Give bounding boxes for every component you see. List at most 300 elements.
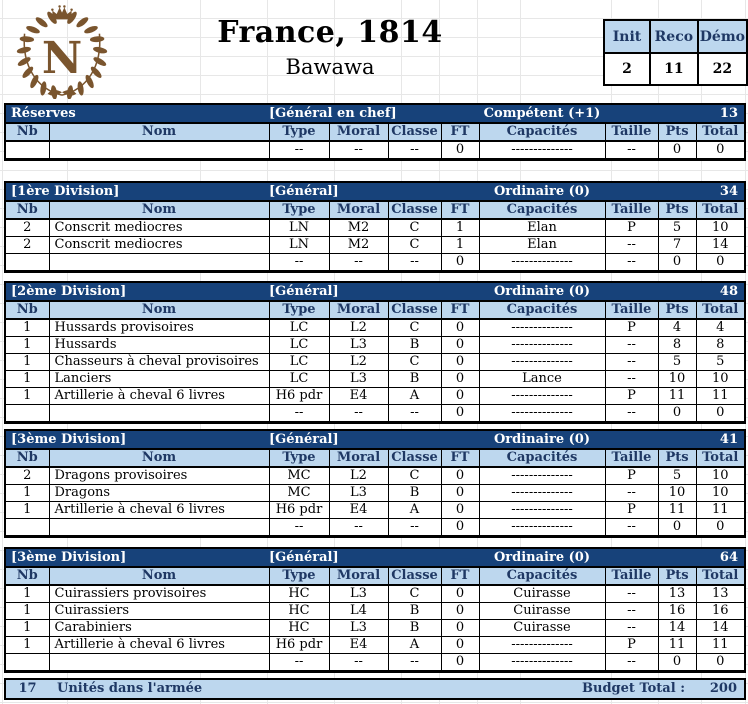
column-header-moral[interactable]: Moral: [329, 568, 388, 586]
napoleon-wreath-logo: [14, 3, 110, 99]
cell-ft[interactable]: 0: [441, 585, 479, 603]
cell-nb[interactable]: 1: [6, 585, 49, 603]
cell-type[interactable]: LN: [269, 219, 329, 237]
column-header-nb[interactable]: Nb: [6, 302, 49, 320]
cell-pts[interactable]: 13: [658, 585, 696, 603]
cell-total[interactable]: 16: [696, 603, 744, 620]
cell-capacites[interactable]: --------------: [479, 141, 605, 159]
column-header-classe[interactable]: Classe: [388, 202, 441, 220]
cell-moral[interactable]: --: [329, 405, 388, 422]
section-label: [3ème Division]: [11, 550, 127, 565]
column-header-classe[interactable]: Classe: [388, 124, 441, 142]
cell-classe[interactable]: B: [388, 337, 441, 354]
cell-pts[interactable]: 14: [658, 620, 696, 637]
cell-taille[interactable]: P: [605, 219, 658, 237]
section-header-bar[interactable]: [6, 549, 744, 567]
cell-pts[interactable]: 11: [658, 388, 696, 405]
cell-type[interactable]: LC: [269, 371, 329, 388]
cell-type[interactable]: LC: [269, 319, 329, 337]
section-label: [3ème Division]: [11, 432, 127, 447]
cell-total[interactable]: 11: [696, 637, 744, 654]
army-title[interactable]: France, 1814: [217, 15, 443, 50]
column-header-nb[interactable]: Nb: [6, 202, 49, 220]
cell-nb[interactable]: 1: [6, 620, 49, 637]
column-header-capacites[interactable]: Capacités: [479, 450, 605, 468]
cell-total[interactable]: 0: [696, 141, 744, 159]
cell-pts[interactable]: 0: [658, 654, 696, 671]
column-header-capacites[interactable]: Capacités: [479, 202, 605, 220]
cell-type[interactable]: --: [269, 519, 329, 536]
cell-type[interactable]: --: [269, 654, 329, 671]
cell-moral[interactable]: L3: [329, 337, 388, 354]
cell-ft[interactable]: 0: [441, 620, 479, 637]
cell-total[interactable]: 0: [696, 254, 744, 271]
column-header-moral[interactable]: Moral: [329, 202, 388, 220]
cell-ft[interactable]: 0: [441, 405, 479, 422]
cell-moral[interactable]: --: [329, 254, 388, 271]
cell-classe[interactable]: --: [388, 141, 441, 159]
unit-row: [6, 141, 744, 159]
cell-taille[interactable]: --: [605, 585, 658, 603]
unit-row: [6, 502, 744, 519]
cell-nb[interactable]: [6, 654, 49, 671]
cell-taille[interactable]: --: [605, 237, 658, 254]
army-summary-bar[interactable]: [4, 678, 746, 700]
cell-pts[interactable]: 11: [658, 502, 696, 519]
cell-capacites[interactable]: --------------: [479, 388, 605, 405]
cell-nom[interactable]: Artillerie à cheval 6 livres: [49, 502, 269, 519]
cell-pts[interactable]: 10: [658, 485, 696, 502]
cell-total[interactable]: 13: [696, 585, 744, 603]
cell-taille[interactable]: --: [605, 254, 658, 271]
cell-pts[interactable]: 16: [658, 603, 696, 620]
column-header-total[interactable]: Total: [696, 202, 744, 220]
cell-capacites[interactable]: --------------: [479, 254, 605, 271]
cell-nb[interactable]: 2: [6, 467, 49, 485]
cell-type[interactable]: HC: [269, 620, 329, 637]
column-header-classe[interactable]: Classe: [388, 568, 441, 586]
commander-label: [Général]: [269, 284, 339, 299]
unit-row: [6, 237, 744, 254]
cell-type[interactable]: H6 pdr: [269, 502, 329, 519]
cell-classe[interactable]: --: [388, 405, 441, 422]
cell-ft[interactable]: 0: [441, 388, 479, 405]
column-header-classe[interactable]: Classe: [388, 302, 441, 320]
column-header-total[interactable]: Total: [696, 124, 744, 142]
cell-nom[interactable]: Artillerie à cheval 6 livres: [49, 388, 269, 405]
cell-taille[interactable]: P: [605, 467, 658, 485]
column-header-ft[interactable]: FT: [441, 202, 479, 220]
commander-label: [Général en chef]: [269, 106, 397, 121]
column-header-taille[interactable]: Taille: [605, 302, 658, 320]
column-header-pts[interactable]: Pts: [658, 124, 696, 142]
cell-nb[interactable]: 1: [6, 319, 49, 337]
cell-classe[interactable]: --: [388, 519, 441, 536]
cell-taille[interactable]: --: [605, 603, 658, 620]
quality-label: Ordinaire (0): [493, 432, 590, 447]
cell-classe[interactable]: C: [388, 354, 441, 371]
commander-label: [Général]: [269, 550, 339, 565]
column-header-taille[interactable]: Taille: [605, 568, 658, 586]
cell-taille[interactable]: --: [605, 620, 658, 637]
stat-header-reco[interactable]: Reco: [650, 20, 698, 53]
column-header-moral[interactable]: Moral: [329, 124, 388, 142]
cell-moral[interactable]: --: [329, 141, 388, 159]
cell-classe[interactable]: C: [388, 219, 441, 237]
section-header-bar[interactable]: [6, 431, 744, 449]
column-header-nom[interactable]: Nom: [49, 450, 269, 468]
cell-total[interactable]: 14: [696, 620, 744, 637]
cell-capacites[interactable]: --------------: [479, 654, 605, 671]
cell-ft[interactable]: 1: [441, 237, 479, 254]
army-subtitle[interactable]: Bawawa: [285, 55, 375, 79]
cell-classe[interactable]: B: [388, 485, 441, 502]
cell-total[interactable]: 0: [696, 405, 744, 422]
stat-header-dmo[interactable]: Démo: [698, 20, 747, 53]
cell-capacites[interactable]: Cuirasse: [479, 620, 605, 637]
cell-total[interactable]: 10: [696, 371, 744, 388]
column-header-capacites[interactable]: Capacités: [479, 124, 605, 142]
cell-pts[interactable]: 7: [658, 237, 696, 254]
cell-taille[interactable]: P: [605, 637, 658, 654]
cell-pts[interactable]: 0: [658, 405, 696, 422]
budget-total-label: Budget Total :: [582, 681, 685, 696]
cell-total[interactable]: 8: [696, 337, 744, 354]
cell-ft[interactable]: 0: [441, 254, 479, 271]
column-header-row: [6, 568, 744, 586]
column-header-capacites[interactable]: Capacités: [479, 568, 605, 586]
cell-taille[interactable]: --: [605, 354, 658, 371]
column-header-moral[interactable]: Moral: [329, 450, 388, 468]
cell-capacites[interactable]: --------------: [479, 319, 605, 337]
unit-row: [6, 354, 744, 371]
cell-nom[interactable]: Chasseurs à cheval provisoires: [49, 354, 269, 371]
cell-capacites[interactable]: Lance: [479, 371, 605, 388]
cell-nb[interactable]: 1: [6, 371, 49, 388]
unit-row: [6, 388, 744, 405]
division-section: [4, 547, 746, 673]
quality-label: Ordinaire (0): [493, 284, 590, 299]
cell-pts[interactable]: 0: [658, 254, 696, 271]
cell-nb[interactable]: [6, 141, 49, 159]
gridline: [2, 0, 3, 704]
cell-nb[interactable]: 2: [6, 219, 49, 237]
cell-ft[interactable]: 0: [441, 519, 479, 536]
cell-capacites[interactable]: --------------: [479, 637, 605, 654]
column-header-taille[interactable]: Taille: [605, 202, 658, 220]
cell-nom[interactable]: Hussards provisoires: [49, 319, 269, 337]
cell-ft[interactable]: 0: [441, 141, 479, 159]
cell-nom[interactable]: [49, 141, 269, 159]
cell-moral[interactable]: L3: [329, 485, 388, 502]
unit-row: [6, 603, 744, 620]
cell-classe[interactable]: B: [388, 603, 441, 620]
cell-type[interactable]: LN: [269, 237, 329, 254]
cell-capacites[interactable]: --------------: [479, 337, 605, 354]
unit-row: [6, 219, 744, 237]
cell-classe[interactable]: C: [388, 319, 441, 337]
cell-ft[interactable]: 0: [441, 354, 479, 371]
cell-nb[interactable]: [6, 519, 49, 536]
column-header-nom[interactable]: Nom: [49, 124, 269, 142]
cell-nom[interactable]: Dragons provisoires: [49, 467, 269, 485]
roster-table: [6, 449, 744, 536]
unit-count-label: Unités dans l'armée: [57, 681, 203, 696]
cell-ft[interactable]: 0: [441, 371, 479, 388]
column-header-ft[interactable]: FT: [441, 124, 479, 142]
cell-capacites[interactable]: --------------: [479, 405, 605, 422]
cell-nom[interactable]: Conscrit mediocres: [49, 219, 269, 237]
cell-nb[interactable]: [6, 405, 49, 422]
cell-nom[interactable]: [49, 254, 269, 271]
section-total: 41: [719, 432, 738, 447]
column-header-ft[interactable]: FT: [441, 450, 479, 468]
cell-moral[interactable]: E4: [329, 388, 388, 405]
unit-row: [6, 654, 744, 671]
cell-ft[interactable]: 0: [441, 502, 479, 519]
cell-nom[interactable]: Carabiniers: [49, 620, 269, 637]
column-header-pts[interactable]: Pts: [658, 450, 696, 468]
cell-pts[interactable]: 0: [658, 519, 696, 536]
stat-header-init[interactable]: Init: [604, 20, 650, 53]
unit-row: [6, 467, 744, 485]
cell-classe[interactable]: B: [388, 620, 441, 637]
cell-nb[interactable]: 1: [6, 354, 49, 371]
cell-pts[interactable]: 5: [658, 354, 696, 371]
quality-label: Compétent (+1): [483, 106, 601, 121]
column-header-nom[interactable]: Nom: [49, 302, 269, 320]
cell-ft[interactable]: 0: [441, 654, 479, 671]
column-header-total[interactable]: Total: [696, 450, 744, 468]
cell-moral[interactable]: E4: [329, 502, 388, 519]
letter-N: N: [41, 33, 83, 85]
roster-table: [6, 201, 744, 271]
stat-value-1[interactable]: 11: [650, 53, 698, 85]
cell-taille[interactable]: --: [605, 405, 658, 422]
crown-icon: [51, 5, 73, 19]
stats-table: [603, 19, 748, 86]
column-header-ft[interactable]: FT: [441, 302, 479, 320]
cell-taille[interactable]: --: [605, 654, 658, 671]
column-header-capacites[interactable]: Capacités: [479, 302, 605, 320]
cell-capacites[interactable]: Elan: [479, 237, 605, 254]
cell-total[interactable]: 11: [696, 502, 744, 519]
cell-nom[interactable]: Dragons: [49, 485, 269, 502]
cell-total[interactable]: 10: [696, 485, 744, 502]
cell-type[interactable]: H6 pdr: [269, 637, 329, 654]
cell-capacites[interactable]: --------------: [479, 467, 605, 485]
cell-total[interactable]: 10: [696, 467, 744, 485]
cell-capacites[interactable]: Elan: [479, 219, 605, 237]
cell-nb[interactable]: [6, 254, 49, 271]
cell-ft[interactable]: 0: [441, 467, 479, 485]
cell-nom[interactable]: Lanciers: [49, 371, 269, 388]
cell-moral[interactable]: L2: [329, 319, 388, 337]
cell-pts[interactable]: 4: [658, 319, 696, 337]
unit-row: [6, 337, 744, 354]
cell-type[interactable]: H6 pdr: [269, 388, 329, 405]
cell-total[interactable]: 10: [696, 219, 744, 237]
cell-nom[interactable]: [49, 519, 269, 536]
cell-ft[interactable]: 0: [441, 603, 479, 620]
cell-classe[interactable]: C: [388, 585, 441, 603]
cell-classe[interactable]: C: [388, 237, 441, 254]
cell-nom[interactable]: Cuirassiers provisoires: [49, 585, 269, 603]
cell-taille[interactable]: --: [605, 141, 658, 159]
cell-moral[interactable]: L4: [329, 603, 388, 620]
cell-nb[interactable]: 1: [6, 388, 49, 405]
cell-pts[interactable]: 5: [658, 219, 696, 237]
section-header-bar[interactable]: [6, 183, 744, 201]
unit-row: [6, 620, 744, 637]
cell-moral[interactable]: M2: [329, 219, 388, 237]
cell-ft[interactable]: 0: [441, 337, 479, 354]
column-header-pts[interactable]: Pts: [658, 568, 696, 586]
column-header-nb[interactable]: Nb: [6, 568, 49, 586]
cell-ft[interactable]: 0: [441, 637, 479, 654]
column-header-taille[interactable]: Taille: [605, 450, 658, 468]
column-header-row: [6, 202, 744, 220]
cell-nom[interactable]: Conscrit mediocres: [49, 237, 269, 254]
column-header-pts[interactable]: Pts: [658, 302, 696, 320]
cell-classe[interactable]: --: [388, 654, 441, 671]
cell-classe[interactable]: --: [388, 254, 441, 271]
roster-table: [6, 567, 744, 671]
cell-pts[interactable]: 5: [658, 467, 696, 485]
column-header-ft[interactable]: FT: [441, 568, 479, 586]
cell-nb[interactable]: 2: [6, 237, 49, 254]
column-header-type[interactable]: Type: [269, 202, 329, 220]
cell-moral[interactable]: E4: [329, 637, 388, 654]
cell-capacites[interactable]: --------------: [479, 485, 605, 502]
column-header-nb[interactable]: Nb: [6, 450, 49, 468]
unit-row: [6, 405, 744, 422]
column-header-moral[interactable]: Moral: [329, 302, 388, 320]
cell-taille[interactable]: --: [605, 519, 658, 536]
cell-type[interactable]: MC: [269, 485, 329, 502]
column-header-type[interactable]: Type: [269, 302, 329, 320]
cell-pts[interactable]: 10: [658, 371, 696, 388]
cell-classe[interactable]: B: [388, 371, 441, 388]
cell-moral[interactable]: L3: [329, 620, 388, 637]
cell-nb[interactable]: 1: [6, 337, 49, 354]
section-total: 13: [719, 106, 738, 121]
cell-nb[interactable]: 1: [6, 603, 49, 620]
cell-ft[interactable]: 0: [441, 319, 479, 337]
column-header-row: [6, 302, 744, 320]
cell-type[interactable]: --: [269, 405, 329, 422]
cell-nb[interactable]: 1: [6, 637, 49, 654]
cell-total[interactable]: 11: [696, 388, 744, 405]
cell-type[interactable]: LC: [269, 354, 329, 371]
cell-moral[interactable]: M2: [329, 237, 388, 254]
column-header-nom[interactable]: Nom: [49, 202, 269, 220]
roster-table: [6, 123, 744, 159]
cell-total[interactable]: 0: [696, 654, 744, 671]
unit-row: [6, 585, 744, 603]
column-header-total[interactable]: Total: [696, 302, 744, 320]
column-header-nom[interactable]: Nom: [49, 568, 269, 586]
cell-total[interactable]: 14: [696, 237, 744, 254]
column-header-nb[interactable]: Nb: [6, 124, 49, 142]
cell-type[interactable]: --: [269, 141, 329, 159]
cell-type[interactable]: MC: [269, 467, 329, 485]
cell-pts[interactable]: 11: [658, 637, 696, 654]
cell-capacites[interactable]: --------------: [479, 354, 605, 371]
commander-label: [Général]: [269, 184, 339, 199]
cell-classe[interactable]: A: [388, 637, 441, 654]
cell-ft[interactable]: 0: [441, 485, 479, 502]
cell-moral[interactable]: L2: [329, 354, 388, 371]
cell-nom[interactable]: [49, 654, 269, 671]
cell-nom[interactable]: Cuirassiers: [49, 603, 269, 620]
cell-moral[interactable]: --: [329, 654, 388, 671]
cell-pts[interactable]: 8: [658, 337, 696, 354]
cell-nom[interactable]: Artillerie à cheval 6 livres: [49, 637, 269, 654]
cell-capacites[interactable]: --------------: [479, 502, 605, 519]
section-header-bar[interactable]: [6, 283, 744, 301]
division-section: [4, 181, 746, 273]
column-header-total[interactable]: Total: [696, 568, 744, 586]
column-header-taille[interactable]: Taille: [605, 124, 658, 142]
column-header-type[interactable]: Type: [269, 124, 329, 142]
cell-ft[interactable]: 1: [441, 219, 479, 237]
cell-moral[interactable]: L3: [329, 371, 388, 388]
cell-classe[interactable]: C: [388, 467, 441, 485]
stat-value-2[interactable]: 22: [698, 53, 747, 85]
column-header-type[interactable]: Type: [269, 568, 329, 586]
cell-total[interactable]: 4: [696, 319, 744, 337]
cell-nom[interactable]: Hussards: [49, 337, 269, 354]
section-label: [2ème Division]: [11, 284, 127, 299]
budget-total-value: 200: [709, 681, 737, 696]
quality-label: Ordinaire (0): [493, 550, 590, 565]
cell-type[interactable]: HC: [269, 585, 329, 603]
cell-capacites[interactable]: Cuirasse: [479, 603, 605, 620]
cell-taille[interactable]: --: [605, 337, 658, 354]
column-header-classe[interactable]: Classe: [388, 450, 441, 468]
column-header-type[interactable]: Type: [269, 450, 329, 468]
column-header-pts[interactable]: Pts: [658, 202, 696, 220]
section-header-bar[interactable]: [6, 105, 744, 123]
cell-capacites[interactable]: Cuirasse: [479, 585, 605, 603]
cell-taille[interactable]: P: [605, 319, 658, 337]
cell-taille[interactable]: --: [605, 371, 658, 388]
commander-label: [Général]: [269, 432, 339, 447]
cell-moral[interactable]: L2: [329, 467, 388, 485]
stat-value-0[interactable]: 2: [604, 53, 650, 85]
cell-pts[interactable]: 0: [658, 141, 696, 159]
cell-classe[interactable]: A: [388, 502, 441, 519]
cell-type[interactable]: HC: [269, 603, 329, 620]
cell-type[interactable]: LC: [269, 337, 329, 354]
cell-taille[interactable]: P: [605, 388, 658, 405]
cell-taille[interactable]: --: [605, 485, 658, 502]
cell-moral[interactable]: L3: [329, 585, 388, 603]
cell-total[interactable]: 0: [696, 519, 744, 536]
cell-total[interactable]: 5: [696, 354, 744, 371]
unit-count: 17: [18, 681, 37, 696]
cell-capacites[interactable]: --------------: [479, 519, 605, 536]
cell-type[interactable]: --: [269, 254, 329, 271]
cell-nb[interactable]: 1: [6, 485, 49, 502]
cell-moral[interactable]: --: [329, 519, 388, 536]
section-total: 64: [719, 550, 738, 565]
cell-nom[interactable]: [49, 405, 269, 422]
cell-taille[interactable]: P: [605, 502, 658, 519]
cell-classe[interactable]: A: [388, 388, 441, 405]
cell-nb[interactable]: 1: [6, 502, 49, 519]
